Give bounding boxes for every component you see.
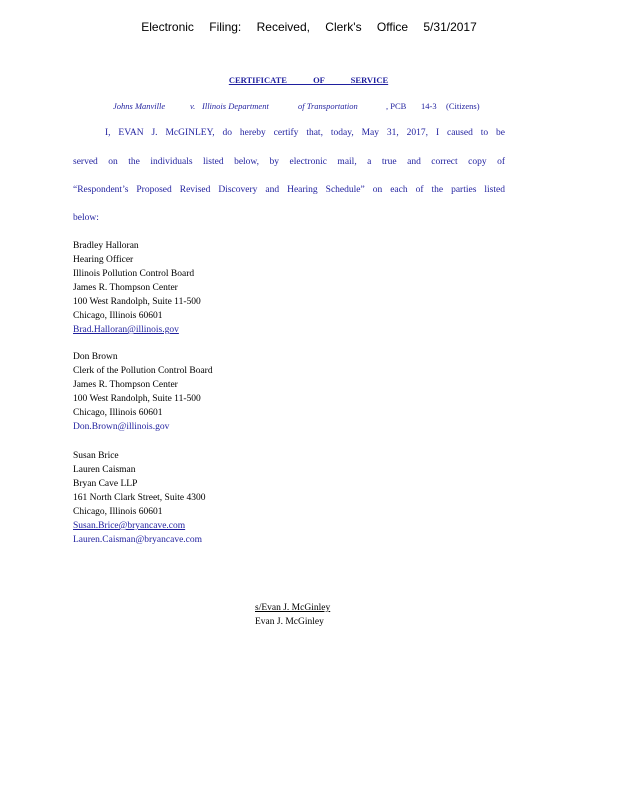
address-line: Hearing Officer — [73, 255, 134, 265]
caption-plaintiff: Johns Manville — [113, 101, 166, 111]
electronic-signature: s/Evan J. McGinley — [255, 603, 331, 613]
caption-number: 14-3 — [421, 101, 437, 111]
certification-line-4: below: — [73, 213, 99, 223]
email-link[interactable]: Susan.Brice@bryancave.com — [73, 521, 186, 531]
signer-name: Evan J. McGinley — [255, 617, 324, 627]
address-line: James R. Thompson Center — [73, 380, 178, 390]
address-line: Bryan Cave LLP — [73, 479, 138, 489]
address-line: Bradley Halloran — [73, 241, 139, 251]
certification-line-2: served on the individuals listed below, by electronic mail, a true and correct copy of — [73, 157, 505, 167]
email-link[interactable]: Don.Brown@illinois.gov — [73, 422, 170, 432]
recipient-block-brown — [73, 350, 213, 434]
caption-versus: v. — [190, 101, 196, 111]
address-line: Illinois Pollution Control Board — [73, 269, 195, 279]
certification-line-1: I, EVAN J. McGINLEY, do hereby certify that, today, May 31, 2017, I caused to be — [105, 128, 505, 138]
caption-defendant-2: of Transportation — [298, 101, 358, 111]
caption-defendant: Illinois Department — [202, 101, 269, 111]
address-line: Chicago, Illinois 60601 — [73, 408, 163, 418]
address-line: James R. Thompson Center — [73, 283, 178, 293]
address-line: Chicago, Illinois 60601 — [73, 311, 163, 321]
address-line: 100 West Randolph, Suite 11-500 — [73, 394, 201, 404]
address-line: Clerk of the Pollution Control Board — [73, 366, 213, 376]
email-link[interactable]: Brad.Halloran@illinois.gov — [73, 325, 179, 335]
address-line: 100 West Randolph, Suite 11-500 — [73, 297, 201, 307]
address-line: 161 North Clark Street, Suite 4300 — [73, 493, 206, 503]
recipient-block-bryan-cave — [73, 449, 205, 547]
case-caption — [0, 101, 618, 115]
address-line: Don Brown — [73, 352, 118, 362]
address-line: Chicago, Illinois 60601 — [73, 507, 163, 517]
certificate-title: CERTIFICATE OF SERVICE — [228, 75, 389, 85]
certification-line-3: “Respondent’s Proposed Revised Discovery and Hearing Schedule” on each of the parties listed — [73, 185, 505, 195]
signature-block — [255, 601, 330, 629]
email-link-2[interactable]: Lauren.Caisman@bryancave.com — [73, 535, 203, 545]
address-line: Lauren Caisman — [73, 465, 136, 475]
filing-stamp: Electronic Filing: Received, Clerk's Office 5/31/2017 — [141, 20, 477, 34]
caption-type: (Citizens) — [446, 101, 480, 111]
address-line: Susan Brice — [73, 451, 119, 461]
recipient-block-halloran — [73, 239, 201, 337]
caption-pcb: , PCB — [386, 101, 407, 111]
